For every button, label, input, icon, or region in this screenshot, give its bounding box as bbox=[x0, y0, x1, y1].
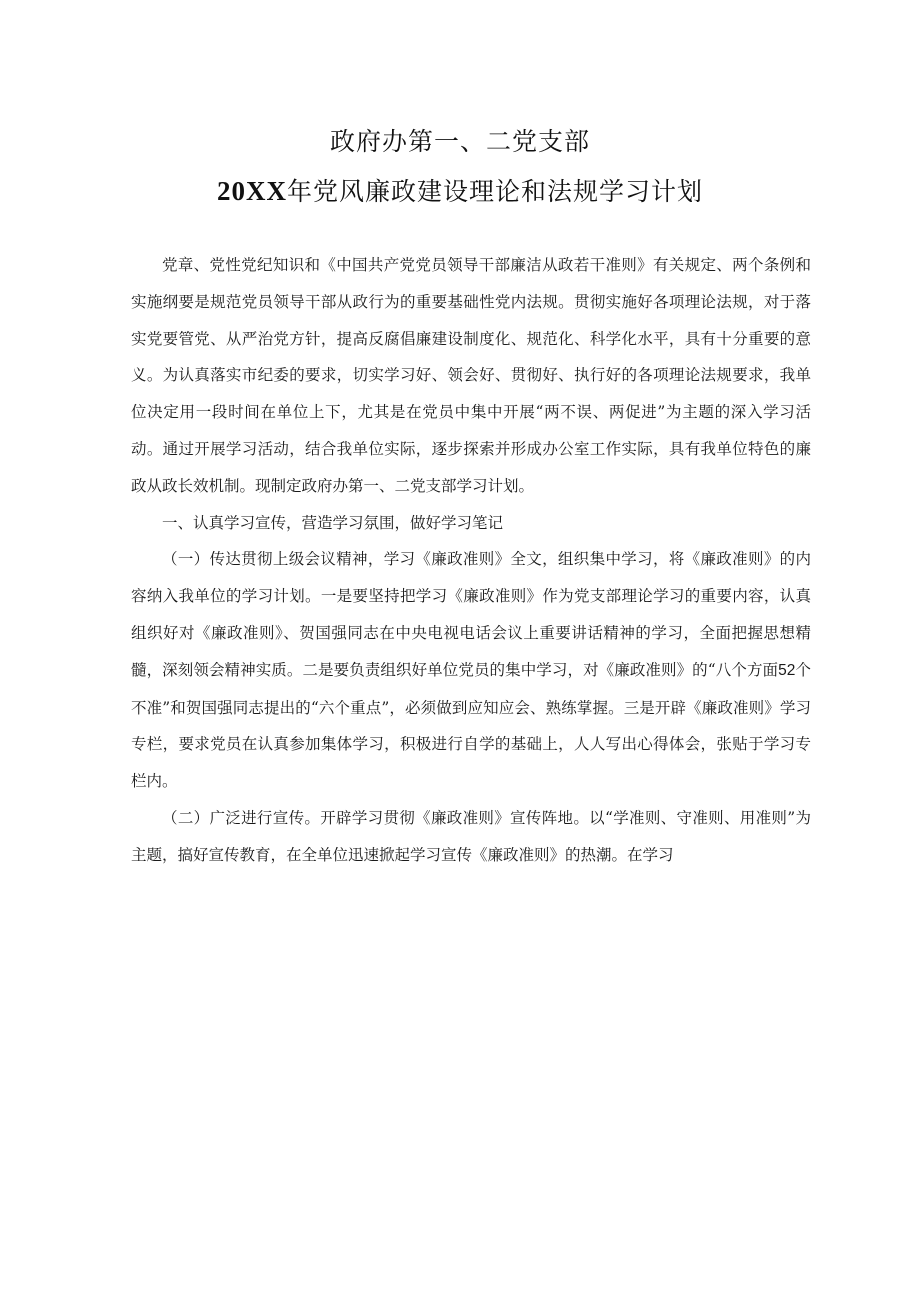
item-one-number: 52 bbox=[778, 661, 796, 679]
item-two-paragraph: （二）广泛进行宣传。开辟学习贯彻《廉政准则》宣传阵地。以“学准则、守准则、用准则”为主题，搞好宣传教育，在全单位迅速掀起学习宣传《廉政准则》的热潮。在学习 bbox=[131, 808, 811, 864]
intro-paragraph: 党章、党性党纪知识和《中国共产党党员领导干部廉洁从政若干准则》有关规定、两个条例和实施纲要是规范党员领导干部从政行为的重要基础性党内法规。贯彻实施好各项理论法规，对于落实党要管党、从严治党方针，提高反腐倡廉建设制度化、规范化、科学化水平，具有十分重要的意义。为认真落实市纪委的要求，切实学习好、领会好、贯彻好、执行好的各项理论法规要求，我单位决定用一段时间在单位上下，尤其是在党员中集中开展“两不误、两促进”为主题的深入学习活动。通过开展学习活动，结合我单位实际，逐步探索并形成办公室工作实际，具有我单位特色的廉政从政长效机制。现制定政府办第一、二党支部学习计划。 bbox=[131, 256, 811, 495]
item-one-paragraph bbox=[131, 541, 811, 800]
title-rest: 年党风廉政建设理论和法规学习计划 bbox=[286, 177, 703, 206]
title-year: 20XX bbox=[216, 176, 287, 206]
item-one-part2: 个不准”和贺国强同志提出的“六个重点”，必须做到应知应会、熟练掌握。三是开辟《廉政准则》学习专栏，要求党员在认真参加集体学习，积极进行自学的基础上，人人写出心得体会，张贴于学习专栏内。 bbox=[131, 660, 811, 791]
section-heading: 一、认真学习宣传，营造学习氛围，做好学习笔记 bbox=[162, 513, 504, 532]
document-body bbox=[131, 247, 811, 874]
document-title-line2 bbox=[0, 172, 920, 208]
item-one-part1: （一）传达贯彻上级会议精神，学习《廉政准则》全文，组织集中学习，将《廉政准则》的内容纳入我单位的学习计划。一是要坚持把学习《廉政准则》作为党支部理论学习的重要内容，认真组织好对《廉政准则》、贺国强同志在中央电视电话会议上重要讲话精神的学习，全面把握思想精髓，深刻领会精神实质。二是要负责组织好单位党员的集中学习，对《廉政准则》的“八个方面 bbox=[131, 550, 811, 679]
document-title-line1: 政府办第一、二党支部 bbox=[329, 127, 590, 156]
